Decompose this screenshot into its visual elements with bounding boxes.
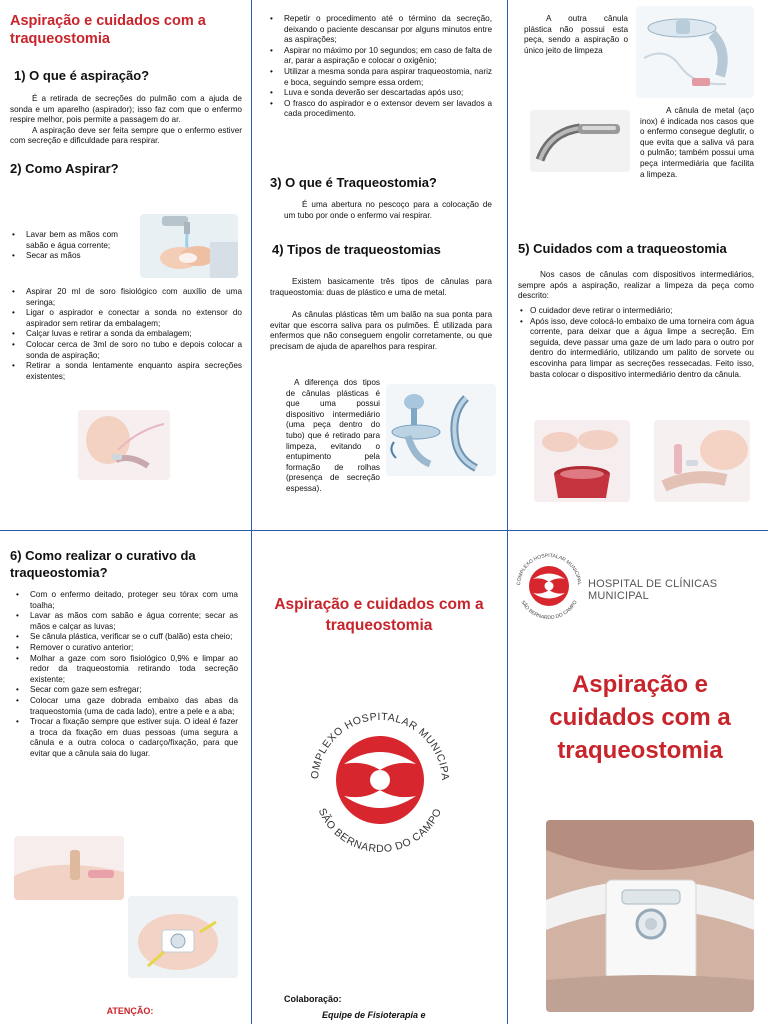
steps-list-continued [268, 14, 492, 120]
cover-title-line-1: Aspiração e [571, 671, 709, 698]
panel5-title: Aspiração e cuidados com a traqueostomia [274, 596, 484, 634]
list-item: • Secar com gaze sem esfregar; [14, 685, 238, 696]
list-item: • Colocar cerca de 3ml de soro no tubo e depois colocar a sonda de aspiração; [10, 340, 242, 361]
q1-paragraph-1: É a retirada de secreções do pulmão com a ajuda de sonda e um aparelho (aspirador); isso faz com que o enfermo respire melhor, pois permite a passagem do ar. [10, 94, 242, 125]
fold-line-left [251, 0, 252, 1024]
list-item: • Molhar a gaze com soro fisiológico 0,9% e limpar ao redor da traqueostomia retirando toda secreção existente; [14, 654, 238, 686]
q4-heading: 4) Tipos de traqueostomias [272, 242, 441, 257]
list-item: • Trocar a fixação sempre que estiver suja. O ideal é fazer a troca da fixação em duas pessoas (uma segura a cânula e a outra coloca o cadarço/fixação, para que evitar que a cânula saia do lugar. [14, 717, 238, 759]
q1-heading: 1) O que é aspiração? [14, 68, 150, 83]
list-item: • Lavar bem as mãos com sabão e água corrente; [10, 230, 118, 251]
q4-paragraph-1: Existem basicamente três tipos de cânulas para traqueostomia: duas de plástico e uma de metal. [270, 277, 492, 297]
list-item: • Após isso, deve colocá-lo embaixo de uma torneira com água corrente, para deixar que a água limpe a secreção. Em seguida, deve passar uma gaze de um lado para o outro por dentro do intermediário, utilizando um palito de sorvete ou escovinha para limpar as secreções ressecadas. Feito isso, basta colocar o dispositivo intermediário dentro da cânula. [518, 317, 754, 381]
handwashing-icon [140, 214, 238, 278]
cover-title-line-2: cuidados com a [549, 704, 731, 731]
plastic-cannula-icon [386, 384, 496, 476]
metal-cannula-image [530, 110, 630, 172]
gauze-fixation-icon [128, 896, 238, 978]
dressing-step-icon [14, 836, 124, 900]
list-item: • Se cânula plástica, verificar se o cuff (balão) esta cheio; [14, 632, 238, 643]
q4-paragraph-3: A diferença dos tipos de cânulas plásticas é que uma possui dispositivo intermediário (uma peça dentro do tubo) que é retirado para limpeza, evitando o entupimento pela formação de rolhas (presença de secreção espessa). [286, 378, 380, 493]
patient-aspiration-icon [78, 410, 170, 480]
aspiration-illustration [78, 410, 170, 480]
dressing-illustration-2 [128, 896, 238, 978]
list-item: • Aspirar no máximo por 10 segundos; em caso de falta de ar, parar a aspiração e colocar o oxigênio; [268, 46, 492, 67]
panel1-title: Aspiração e cuidados com a traqueostomia [10, 13, 206, 47]
q5-paragraph: Nos casos de cânulas com dispositivos intermediários, sempre após a aspiração, realizar a limpeza da peça como descrito: [518, 270, 754, 301]
insertion-illustration [654, 420, 750, 502]
attention-label: ATENÇÃO: [106, 1006, 154, 1016]
fold-line-right [507, 0, 508, 1024]
steps-list-b [10, 287, 242, 382]
list-item: • Colocar uma gaze dobrada embaixo das abas da traqueostomia (uma de cada lado), entre a pele e a aba; [14, 696, 238, 717]
q5-list [518, 306, 754, 380]
list-item: • Secar as mãos [10, 251, 118, 262]
page-divider [0, 530, 768, 531]
q3-heading: 3) O que é Traqueostomia? [270, 175, 437, 190]
patient-cannula-icon [654, 420, 750, 502]
metal-cannula-paragraph: A cânula de metal (aço inox) é indicada nos casos que o enfermo consegue deglutir, o que evita que a saliva vá para o pulmão; também possui uma peça intermediária que facilita a limpeza. [640, 106, 754, 179]
list-item: • O frasco do aspirador e o extensor devem ser lavados a cada procedimento. [268, 99, 492, 120]
q6-heading: 6) Como realizar o curativo da traqueostomia? [10, 548, 196, 580]
q6-list [14, 590, 238, 760]
panel-1 [10, 12, 242, 177]
list-item: • Lavar as mãos com sabão e água corrente; secar as mãos e calçar as luvas; [14, 611, 238, 632]
small-seal-icon [512, 548, 586, 622]
seal-top-text: OMPLEXO HOSPITALAR MUNICIPA [308, 710, 452, 782]
small-seal-top-text: COMPLEXO HOSPITALAR MUNICIPAL [515, 552, 583, 586]
plastic-cannula-image [386, 384, 496, 476]
metal-cannula-icon [530, 110, 630, 172]
list-item: • Com o enfermo deitado, proteger seu tórax com uma toalha; [14, 590, 238, 611]
cover-title-line-3: traqueostomia [557, 737, 723, 764]
q1-paragraph-2: A aspiração deve ser feita sempre que o enfermo estiver com secreção e dificuldade para respirar. [10, 125, 242, 146]
list-item: • Utilizar a mesma sonda para aspirar traqueostomia, nariz e boca, seguindo sempre essa ordem; [268, 67, 492, 88]
list-item: • Aspirar 20 ml de soro fisiológico com auxílio de uma seringa; [10, 287, 242, 308]
dressing-illustration-1 [14, 836, 124, 900]
cannula-device-image [636, 6, 754, 98]
q2-heading: 2) Como Aspirar? [10, 160, 119, 176]
small-hospital-seal [512, 548, 586, 622]
q4-paragraph-2: As cânulas plásticas têm um balão na sua ponta para evitar que escorra saliva para os pulmões. É utilizada para enfermos que não conseguem engolir corretamente, ou que precisam de ajuda de aparelhos para respirar. [270, 310, 492, 351]
hospital-seal [300, 700, 460, 860]
cannula-device-icon [636, 6, 754, 98]
list-item: • Calçar luvas e retirar a sonda da embalagem; [10, 329, 242, 340]
q3-paragraph: É uma abertura no pescoço para a colocação de um tubo por onde o enfermo vai respirar. [284, 200, 492, 220]
q5-heading: 5) Cuidados com a traqueostomia [518, 241, 727, 256]
list-item: • Luva e sonda deverão ser descartadas após uso; [268, 88, 492, 99]
list-item: • Repetir o procedimento até o término da secreção, deixando o paciente descansar por alguns minutos entre as aspirações; [268, 14, 492, 46]
list-item: • O cuidador deve retirar o intermediário; [518, 306, 754, 317]
cover-title [520, 668, 760, 767]
list-item: • Retirar a sonda lentamente enquanto aspira secreções existentes; [10, 361, 242, 382]
list-item: • Remover o curativo anterior; [14, 643, 238, 654]
hospital-seal-icon [300, 700, 460, 860]
seal-bottom-text: SÃO BERNARDO DO CAMPO [315, 806, 445, 856]
list-item: • Ligar o aspirador e conectar a sonda no extensor do aspirador sem retirar da embalagem; [10, 308, 242, 329]
collaboration-label: Colaboração: [284, 994, 342, 1004]
handwashing-illustration [140, 214, 238, 278]
hospital-name: HOSPITAL DE CLÍNICAS MUNICIPAL [588, 578, 718, 602]
tracheostomy-neck-icon [546, 820, 754, 1012]
small-seal-bottom-text: SÃO BERNARDO DO CAMPO [519, 599, 579, 621]
cleaning-illustration [534, 420, 630, 502]
steps-list-a [10, 230, 118, 262]
cleaning-cannula-icon [534, 420, 630, 502]
other-cannula-paragraph: A outra cânula plástica não possui esta peça, sendo a aspiração o único jeito de limpeza [524, 14, 628, 55]
tracheostomy-photo [546, 820, 754, 1012]
collaboration-team: Equipe de Fisioterapia e [322, 1010, 426, 1020]
